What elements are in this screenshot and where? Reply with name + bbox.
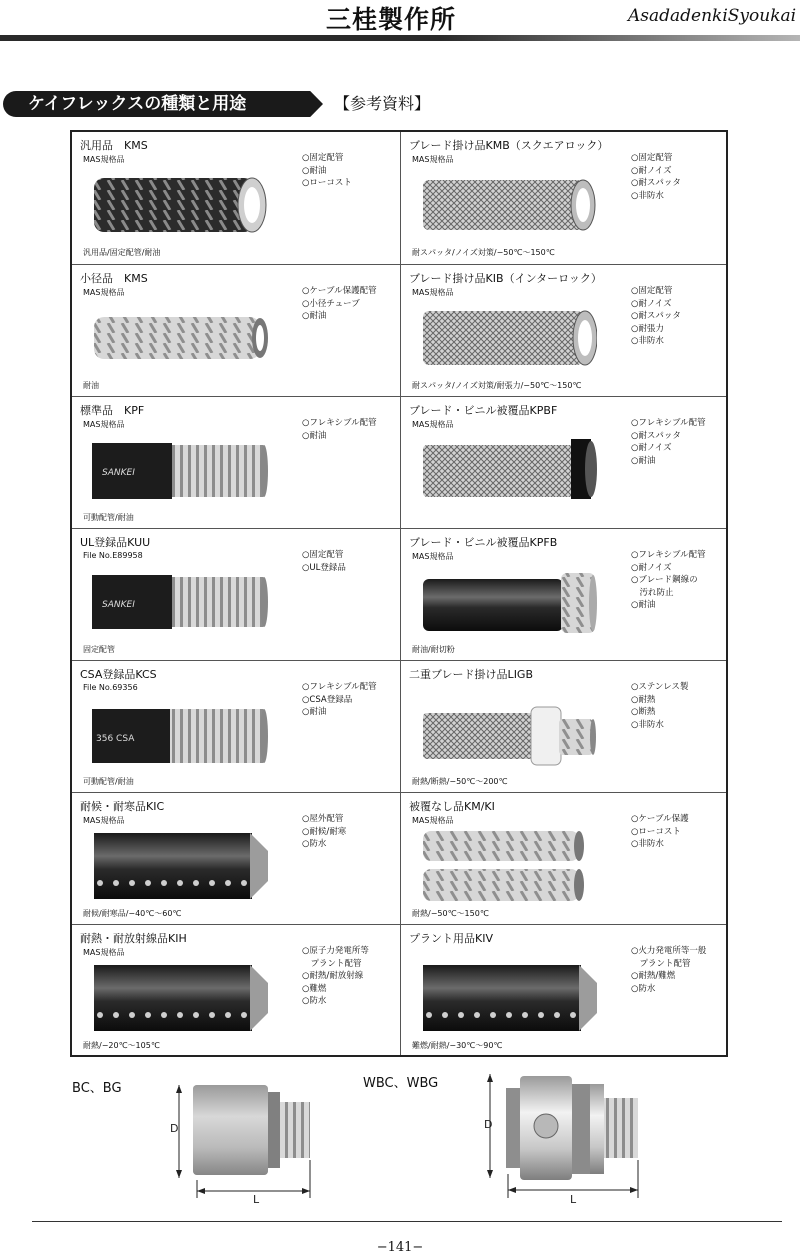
section-title: ケイフレックスの種類と用途 [28,94,247,114]
feature-item: ○耐ノイズ [631,165,672,176]
feature-item: ○耐油 [631,600,656,610]
product-standard: MAS規格品 [412,155,454,164]
product-note: 耐スパッタ/ノイズ対策/耐張力/−50℃〜150℃ [412,381,582,390]
feature-item: ○耐張力 [631,323,664,334]
conduit-photo [92,699,268,769]
conduit-photo [92,435,268,505]
feature-list [302,813,346,851]
feature-list [302,681,377,719]
product-note: 汎用品/固定配管/耐油 [83,248,161,257]
feature-list [631,681,688,731]
feature-item: ○耐スパッタ [631,430,681,441]
conduit-print: SANKEI [102,468,135,478]
conduit-photo [92,170,268,240]
product-cell-kms [72,132,399,264]
product-standard: MAS規格品 [83,155,125,164]
product-cell-kib [401,265,728,397]
feature-list [302,152,352,190]
product-cell-kuu [72,529,399,661]
conduit-photo [421,435,597,505]
product-standard: MAS規格品 [412,420,454,429]
product-name: ブレード掛け品KMB（スクエアロック） [409,139,609,152]
feature-item: ○非防水 [631,719,664,730]
product-cell-kms-small [72,265,399,397]
product-cell-km-ki [401,793,728,925]
product-standard: File No.69356 [83,683,138,692]
product-cell-kmb [401,132,728,264]
product-note: 耐スパッタ/ノイズ対策/−50℃〜150℃ [412,248,555,257]
dimension-d: D [484,1118,493,1131]
feature-item: ○非防水 [631,190,664,201]
feature-list [302,945,369,1008]
dimension-l: L [570,1193,577,1205]
conduit-print: SANKEI [102,600,135,610]
feature-item: ○非防水 [631,336,664,346]
fitting-drawing-bc [165,1080,325,1205]
product-name: 被覆なし品KM/KI [409,800,495,813]
fitting-drawing-wbc [478,1070,653,1205]
feature-item: ○耐ノイズ [631,443,672,453]
conduit-photo [421,170,597,240]
feature-item: ○断熱 [631,707,656,717]
conduit-photo [421,567,597,637]
feature-item: ○耐油 [302,311,327,321]
conduit-print: 356 CSA [96,734,135,744]
feature-list [631,417,706,467]
feature-item: ○耐候/耐寒 [302,826,347,837]
feature-item: ○ブレード鋼線の [631,575,698,585]
feature-list [302,417,377,442]
product-name: ブレード掛け品KIB（インターロック） [409,272,602,285]
product-cell-ligb [401,661,728,793]
feature-item: ○ステンレス製 [631,682,689,692]
product-note: 耐油 [83,381,99,390]
product-standard: MAS規格品 [412,288,454,297]
product-standard: MAS規格品 [412,816,454,825]
product-note: 難燃/耐熱/−30℃〜90℃ [412,1041,503,1050]
feature-item: ○ケーブル保護 [631,814,689,824]
product-note: 耐熱/−50℃〜150℃ [412,909,489,918]
product-name: 標準品 KPF [80,404,145,417]
feature-item: ○耐熱 [631,694,656,705]
product-note: 固定配管 [83,645,115,654]
product-cell-kpf [72,397,399,529]
product-standard: MAS規格品 [83,420,125,429]
conduit-photo [92,567,268,637]
feature-item: ○フレキシブル配管 [302,418,377,428]
dimension-d: D [170,1122,179,1135]
product-cell-kpbf [401,397,728,529]
product-name: プラント用品KIV [409,932,493,945]
feature-item: ○ローコスト [631,826,681,837]
feature-item: ○耐スパッタ [631,178,681,188]
product-standard: MAS規格品 [412,552,454,561]
product-note: 耐熱/断熱/−50℃〜200℃ [412,777,508,786]
feature-item: ○難燃 [302,983,327,994]
feature-list [631,285,681,348]
product-standard: MAS規格品 [83,816,125,825]
fitting-label-wbc: WBC、WBG [363,1076,439,1091]
feature-item: プラント配管 [631,958,691,969]
feature-item: ○固定配管 [631,153,673,163]
fitting-label-bc: BC、BG [72,1081,122,1096]
product-cell-kcs [72,661,399,793]
product-name: CSA登録品KCS [80,668,157,681]
product-note: 可動配管/耐油 [83,513,134,522]
feature-item: ○耐熱/難燃 [631,971,676,981]
feature-item: ○固定配管 [631,286,673,296]
page-title: 三桂製作所 [326,5,457,34]
header-bar [0,35,800,41]
product-cell-kic [72,793,399,925]
section-reference: 【参考資料】 [334,94,431,113]
feature-item: ○原子力発電所等 [302,946,369,956]
feature-item: ○CSA登録品 [302,694,353,705]
feature-item: ○火力発電所等一般 [631,946,707,956]
dimension-l: L [253,1193,260,1205]
product-name: ブレード・ビニル被覆品KPFB [409,536,558,549]
conduit-photo [92,963,268,1033]
feature-list [631,813,689,851]
feature-list [302,285,377,323]
feature-item: ○固定配管 [302,550,344,560]
product-note: 耐候/耐寒品/−40℃〜60℃ [83,909,182,918]
product-note: 可動配管/耐油 [83,777,134,786]
feature-item: ○耐ノイズ [631,562,672,573]
feature-item: ○耐油 [631,455,656,466]
feature-item: ○小径チューブ [302,298,360,309]
product-name: 耐候・耐寒品KIC [80,800,165,813]
feature-list [631,945,706,995]
product-name: 二重ブレード掛け品LIGB [409,668,534,681]
conduit-photo [92,831,268,901]
feature-item: ○ケーブル保護配管 [302,286,377,296]
feature-item: ○フレキシブル配管 [631,550,706,560]
feature-item: ○フレキシブル配管 [631,418,706,428]
feature-item: プラント配管 [302,958,362,969]
feature-item: ○耐油 [302,707,327,717]
feature-item: ○防水 [631,983,656,994]
page-number: −141− [376,1240,424,1255]
product-name: 小径品 KMS [80,272,148,285]
feature-item: ○固定配管 [302,153,344,163]
product-table [70,130,728,1057]
feature-list [302,549,346,574]
product-standard: MAS規格品 [83,948,125,957]
feature-item: ○耐油 [302,430,327,441]
product-note: 耐熱/−20℃〜105℃ [83,1041,160,1050]
feature-item: ○防水 [302,996,327,1006]
product-cell-kih [72,925,399,1057]
feature-item: ○耐スパッタ [631,311,681,321]
product-name: 汎用品 KMS [80,139,148,152]
conduit-photo [92,303,268,373]
feature-list [631,152,681,202]
feature-list [631,549,706,612]
brand-name: AsadadenkiSyoukai [628,6,797,26]
product-standard: File No.E89958 [83,551,143,560]
product-standard: MAS規格品 [83,288,125,297]
product-name: 耐熱・耐放射線品KIH [80,932,187,945]
feature-item: ○屋外配管 [302,814,344,824]
product-cell-kpfb [401,529,728,661]
product-name: ブレード・ビニル被覆品KPBF [409,404,558,417]
feature-item: ○フレキシブル配管 [302,682,377,692]
feature-item: ○ローコスト [302,178,352,188]
conduit-photo [421,699,597,769]
feature-item: ○耐熱/耐放射線 [302,971,364,981]
product-note: 耐油/耐切粉 [412,645,455,654]
product-name: UL登録品KUU [80,536,151,549]
feature-item: ○耐油 [302,165,327,176]
footer-rule [32,1221,782,1222]
feature-item: ○耐ノイズ [631,298,672,309]
feature-item: ○防水 [302,839,327,849]
conduit-photo [421,303,597,373]
conduit-photo [421,831,597,901]
feature-item: ○UL登録品 [302,562,346,573]
conduit-photo [421,963,597,1033]
feature-item: ○非防水 [631,839,664,849]
feature-item: 汚れ防止 [631,587,674,598]
product-cell-kiv [401,925,728,1057]
